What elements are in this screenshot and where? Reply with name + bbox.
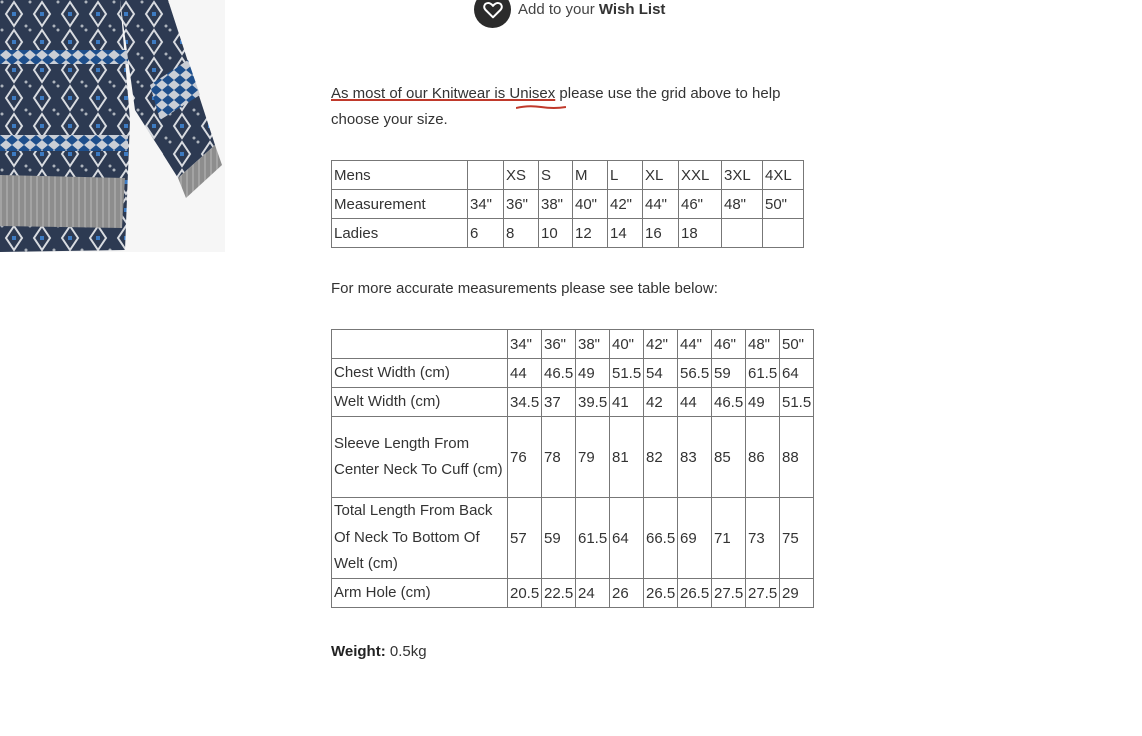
size-cell: 42" bbox=[608, 190, 643, 219]
size-row-label: Mens bbox=[332, 161, 468, 190]
measurement-cell: 44 bbox=[678, 388, 712, 417]
size-cell: 40" bbox=[573, 190, 608, 219]
measurement-cell: 85 bbox=[712, 417, 746, 498]
size-cell bbox=[722, 219, 763, 248]
measurement-cell: 42 bbox=[644, 388, 678, 417]
measurement-cell: 81 bbox=[610, 417, 644, 498]
more-measurements-note: For more accurate measurements please see table below: bbox=[331, 280, 718, 297]
measurement-cell: 49 bbox=[746, 388, 780, 417]
measurements-table bbox=[331, 329, 814, 608]
measurement-cell: 41 bbox=[610, 388, 644, 417]
measurements-header-cell: 48" bbox=[746, 330, 780, 359]
wishlist-prefix: Add to your bbox=[518, 1, 595, 18]
measurements-corner-cell bbox=[332, 330, 508, 359]
measurement-cell: 24 bbox=[576, 579, 610, 608]
size-table-row bbox=[332, 161, 804, 190]
size-cell: 16 bbox=[643, 219, 679, 248]
measurement-cell: 73 bbox=[746, 498, 780, 579]
size-cell: S bbox=[539, 161, 573, 190]
measurement-cell: 27.5 bbox=[746, 579, 780, 608]
measurement-cell: 71 bbox=[712, 498, 746, 579]
measurements-header-row bbox=[332, 330, 814, 359]
size-cell: 8 bbox=[504, 219, 539, 248]
measurement-cell: 59 bbox=[542, 498, 576, 579]
measurements-header-cell: 34" bbox=[508, 330, 542, 359]
measurement-cell: 20.5 bbox=[508, 579, 542, 608]
measurement-cell: 66.5 bbox=[644, 498, 678, 579]
size-cell: 18 bbox=[679, 219, 722, 248]
size-cell: 6 bbox=[468, 219, 504, 248]
measurement-cell: 57 bbox=[508, 498, 542, 579]
measurement-label: Chest Width (cm) bbox=[332, 359, 508, 388]
product-image[interactable] bbox=[0, 0, 225, 252]
measurement-cell: 61.5 bbox=[576, 498, 610, 579]
measurement-cell: 83 bbox=[678, 417, 712, 498]
weight-value: 0.5kg bbox=[389, 643, 427, 660]
size-cell: 46" bbox=[679, 190, 722, 219]
measurements-header-cell: 44" bbox=[678, 330, 712, 359]
heart-icon[interactable] bbox=[474, 0, 511, 28]
measurement-cell: 78 bbox=[542, 417, 576, 498]
size-cell: 38" bbox=[539, 190, 573, 219]
measurements-header-cell: 36" bbox=[542, 330, 576, 359]
measurement-cell: 79 bbox=[576, 417, 610, 498]
wishlist-label[interactable] bbox=[518, 1, 665, 18]
measurement-cell: 64 bbox=[780, 359, 814, 388]
spellcheck-squiggle bbox=[516, 104, 566, 110]
measurements-row bbox=[332, 579, 814, 608]
size-cell: 12 bbox=[573, 219, 608, 248]
measurement-cell: 34.5 bbox=[508, 388, 542, 417]
measurement-cell: 49 bbox=[576, 359, 610, 388]
measurements-row bbox=[332, 388, 814, 417]
intro-paragraph bbox=[331, 81, 811, 133]
weight-info bbox=[331, 643, 427, 660]
measurement-label: Arm Hole (cm) bbox=[332, 579, 508, 608]
measurement-cell: 56.5 bbox=[678, 359, 712, 388]
measurements-header-cell: 40" bbox=[610, 330, 644, 359]
measurement-cell: 27.5 bbox=[712, 579, 746, 608]
size-cell: 4XL bbox=[763, 161, 804, 190]
unisex-note-text: As most of our Knitwear is Unisex bbox=[331, 85, 556, 102]
measurement-cell: 59 bbox=[712, 359, 746, 388]
measurement-cell: 69 bbox=[678, 498, 712, 579]
measurement-label: Sleeve Length From Center Neck To Cuff (cm) bbox=[332, 417, 508, 498]
add-to-wishlist-button[interactable] bbox=[474, 0, 665, 28]
measurement-cell: 26.5 bbox=[644, 579, 678, 608]
measurement-cell: 64 bbox=[610, 498, 644, 579]
size-row-label: Ladies bbox=[332, 219, 468, 248]
measurement-cell: 51.5 bbox=[780, 388, 814, 417]
measurement-label: Total Length From Back Of Neck To Bottom Of Welt (cm) bbox=[332, 498, 508, 579]
size-cell: 44" bbox=[643, 190, 679, 219]
unisex-note bbox=[331, 85, 555, 102]
size-cell: 48" bbox=[722, 190, 763, 219]
size-cell: 3XL bbox=[722, 161, 763, 190]
measurement-cell: 46.5 bbox=[712, 388, 746, 417]
measurement-cell: 76 bbox=[508, 417, 542, 498]
measurement-cell: 46.5 bbox=[542, 359, 576, 388]
measurement-cell: 29 bbox=[780, 579, 814, 608]
size-table bbox=[331, 160, 804, 248]
measurement-cell: 88 bbox=[780, 417, 814, 498]
size-table-row bbox=[332, 219, 804, 248]
measurement-cell: 61.5 bbox=[746, 359, 780, 388]
measurement-cell: 82 bbox=[644, 417, 678, 498]
measurement-cell: 22.5 bbox=[542, 579, 576, 608]
size-cell bbox=[468, 161, 504, 190]
size-cell bbox=[763, 219, 804, 248]
size-cell: 14 bbox=[608, 219, 643, 248]
size-cell: 50" bbox=[763, 190, 804, 219]
measurement-cell: 86 bbox=[746, 417, 780, 498]
measurement-cell: 37 bbox=[542, 388, 576, 417]
measurement-cell: 75 bbox=[780, 498, 814, 579]
measurements-header-cell: 38" bbox=[576, 330, 610, 359]
measurements-row bbox=[332, 359, 814, 388]
measurement-cell: 26 bbox=[610, 579, 644, 608]
size-cell: 36" bbox=[504, 190, 539, 219]
measurements-header-cell: 46" bbox=[712, 330, 746, 359]
measurement-label: Welt Width (cm) bbox=[332, 388, 508, 417]
size-cell: M bbox=[573, 161, 608, 190]
weight-label: Weight: bbox=[331, 643, 386, 660]
size-cell: 34" bbox=[468, 190, 504, 219]
size-cell: XL bbox=[643, 161, 679, 190]
intro-rest: please use the grid above to help choose your size. bbox=[331, 85, 781, 128]
measurement-cell: 26.5 bbox=[678, 579, 712, 608]
measurements-row bbox=[332, 417, 814, 498]
measurement-cell: 51.5 bbox=[610, 359, 644, 388]
measurement-cell: 54 bbox=[644, 359, 678, 388]
size-row-label: Measurement bbox=[332, 190, 468, 219]
measurements-header-cell: 50" bbox=[780, 330, 814, 359]
size-cell: 10 bbox=[539, 219, 573, 248]
size-cell: L bbox=[608, 161, 643, 190]
measurements-row bbox=[332, 498, 814, 579]
wishlist-bold: Wish List bbox=[598, 1, 666, 18]
size-cell: XXL bbox=[679, 161, 722, 190]
measurement-cell: 39.5 bbox=[576, 388, 610, 417]
measurement-cell: 44 bbox=[508, 359, 542, 388]
size-table-row bbox=[332, 190, 804, 219]
measurements-header-cell: 42" bbox=[644, 330, 678, 359]
size-cell: XS bbox=[504, 161, 539, 190]
